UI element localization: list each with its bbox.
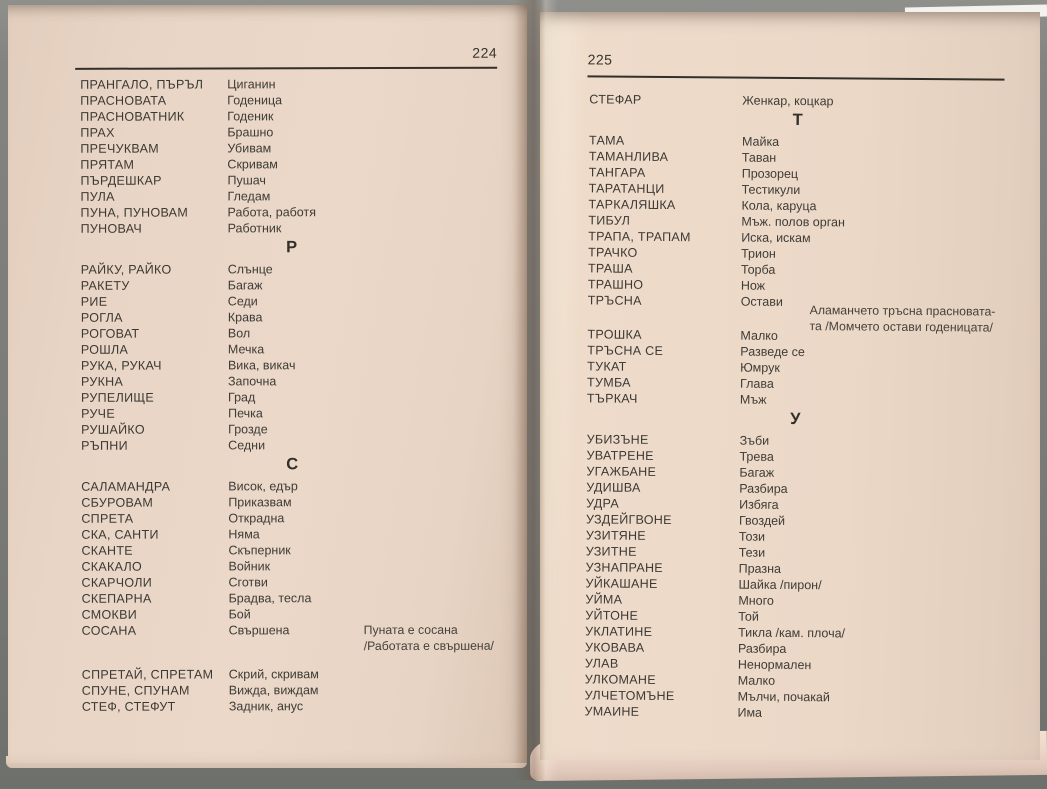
dictionary-entry xyxy=(10,590,529,607)
entry-definition: Майка xyxy=(741,134,780,149)
entry-definition: Тези xyxy=(738,545,766,560)
entry-term: ПУНОВАЧ xyxy=(80,221,142,236)
section-letter: Т xyxy=(792,110,803,130)
dictionary-entry xyxy=(537,390,1037,410)
entry-definition: Няма xyxy=(228,527,260,542)
dictionary-entry xyxy=(9,309,528,326)
entry-definition: Разбира xyxy=(739,481,788,496)
entry-term: УВАТРЕНЕ xyxy=(586,448,654,463)
entry-term: РУКНА xyxy=(80,374,124,389)
page-number-left: 224 xyxy=(472,44,498,61)
entry-definition: Войник xyxy=(228,559,271,574)
entry-term: ТЪРКАЧ xyxy=(586,391,638,406)
entry-term: УДИШВА xyxy=(586,480,641,495)
entry-definition: Слънце xyxy=(227,262,273,277)
dictionary-entry xyxy=(8,156,527,173)
entry-definition: Брадва, тесла xyxy=(228,591,312,606)
entry-term: РИЕ xyxy=(80,294,108,309)
entry-term: УЙТОНЕ xyxy=(585,608,639,623)
entry-definition: Торба xyxy=(740,262,776,277)
entry-term: УЗДЕЙГВОНЕ xyxy=(585,512,672,528)
dictionary-entry xyxy=(9,357,528,374)
entry-term: СТЕФАР xyxy=(589,92,642,107)
entry-term: РЪПНИ xyxy=(81,438,128,453)
entry-definition: Багаж xyxy=(227,278,263,293)
section-letter: У xyxy=(790,409,801,429)
entry-term: ПРАХ xyxy=(80,125,115,140)
entry-term: ТАМАНЛИВА xyxy=(588,149,669,165)
entry-definition: Годеница xyxy=(227,93,283,108)
right-page xyxy=(540,12,1040,760)
entry-term: ТРАПА, ТРАПАМ xyxy=(588,229,691,245)
entry-definition: Седи xyxy=(227,294,258,309)
entry-definition: Задник, анус xyxy=(228,699,304,714)
entry-term: ПУНА, ПУНОВАМ xyxy=(80,205,189,220)
entry-definition: Гвоздей xyxy=(738,513,786,528)
entry-definition: Открадна xyxy=(228,511,285,526)
entry-definition: Глава xyxy=(740,376,774,391)
entry-definition: Висок, едър xyxy=(228,479,298,494)
dictionary-entry xyxy=(9,574,528,591)
entry-definition: Тикла /кам. плоча/ xyxy=(738,625,846,641)
entry-definition: Има xyxy=(737,705,763,720)
entry-term: ПРЕЧУКВАМ xyxy=(80,141,159,156)
entry-usage-note-line: /Работата е свършена/ xyxy=(363,638,494,654)
entry-definition: Пушач xyxy=(227,173,266,188)
entries-area xyxy=(8,76,529,715)
dictionary-entry xyxy=(9,220,528,237)
entry-term: ТАНГАРА xyxy=(588,165,646,180)
entry-group xyxy=(539,91,1039,111)
entry-group xyxy=(8,76,527,237)
entry-term: ПРАНГАЛО, ПЪРЪЛ xyxy=(80,77,204,92)
header-rule-right xyxy=(587,75,1004,80)
dictionary-entry xyxy=(8,124,527,141)
entry-definition: Шайка /пирон/ xyxy=(738,577,822,593)
section-letter: С xyxy=(286,455,299,474)
entry-term: УЛАВ xyxy=(584,656,619,671)
entry-definition: Крава xyxy=(227,310,263,325)
entry-definition: Циганин xyxy=(227,77,276,92)
dictionary-entry xyxy=(10,622,529,654)
dictionary-entry xyxy=(9,542,528,559)
entry-term: СПУНЕ, СПУНАМ xyxy=(81,683,190,698)
entry-term: ТРОШКА xyxy=(587,327,642,342)
entry-definition: Започна xyxy=(227,374,277,389)
entry-definition: Вика, викач xyxy=(227,358,296,373)
dictionary-entry xyxy=(9,341,528,358)
entry-definition: Брашно xyxy=(227,125,274,140)
entry-term: ПРЯТАМ xyxy=(80,157,135,172)
dictionary-entry xyxy=(8,108,527,125)
entry-usage-note xyxy=(364,622,494,654)
entry-definition: Ненормален xyxy=(737,657,812,673)
dictionary-entry xyxy=(9,325,528,342)
entry-definition: Трион xyxy=(741,246,776,261)
entry-group xyxy=(537,326,1038,410)
entry-definition: Мълчи, почакай xyxy=(737,689,830,705)
entry-term: ТИБУЛ xyxy=(588,213,631,228)
left-page xyxy=(8,5,527,763)
entry-definition: Мъж. полов орган xyxy=(741,214,845,230)
entry-definition: Таван xyxy=(741,150,777,165)
entry-definition: Малко xyxy=(740,328,778,343)
binding-gutter-shadow xyxy=(514,0,558,780)
entry-term: РОГЛА xyxy=(80,310,123,325)
entry-term: СКАРЧОЛИ xyxy=(81,575,153,590)
entry-term: СПРЕТА xyxy=(81,511,134,526)
entry-term: СОСАНА xyxy=(81,623,137,638)
entry-term: УГАЖБАНЕ xyxy=(586,464,657,479)
entry-definition: Седни xyxy=(228,438,266,453)
entry-term: СПРЕТАЙ, СПРЕТАМ xyxy=(81,667,214,682)
entry-definition: Гледам xyxy=(227,189,271,204)
entry-definition: Сготви xyxy=(228,575,268,590)
entry-definition: Трева xyxy=(739,449,774,464)
entry-definition: Прозорец xyxy=(741,166,799,182)
entry-term: СБУРОВАМ xyxy=(81,495,154,510)
entry-usage-note-line: Пуната е сосана xyxy=(363,622,458,638)
dictionary-entry xyxy=(534,703,1034,723)
dictionary-entry xyxy=(8,172,527,189)
entry-term: ТАМА xyxy=(588,133,625,148)
dictionary-entry xyxy=(9,277,528,294)
entry-definition: Скъперник xyxy=(228,543,291,558)
entry-term: ТАРКАЛЯШКА xyxy=(588,197,676,213)
entry-definition: Женкар, коцкар xyxy=(742,93,834,109)
dictionary-entry xyxy=(10,698,529,715)
entry-term: УЗНАПРАНЕ xyxy=(585,560,664,575)
entry-term: УЙМА xyxy=(585,592,623,607)
entry-definition: Иска, искам xyxy=(741,230,811,246)
dictionary-entry xyxy=(9,494,528,511)
dictionary-entry xyxy=(9,478,528,495)
entry-definition: Работник xyxy=(227,221,282,236)
dictionary-entry xyxy=(10,666,529,683)
entry-term: РУШАЙКО xyxy=(81,422,145,437)
entry-term: СКА, САНТИ xyxy=(81,527,159,542)
entry-term: ТРЪСНА xyxy=(587,293,642,308)
entry-term: СКАНТЕ xyxy=(81,543,133,558)
entry-term: ТРАШНО xyxy=(587,277,644,292)
page-number-right: 225 xyxy=(587,51,613,68)
entry-usage-note-line: та /Момчето остави годеницата/ xyxy=(809,319,993,335)
entry-term: ПРАСНОВАТА xyxy=(80,93,167,108)
entry-definition: Празна xyxy=(738,561,782,576)
entry-term: СТЕФ, СТЕФУТ xyxy=(81,699,176,714)
entry-definition: Годеник xyxy=(227,109,274,124)
entry-term: ТРАША xyxy=(587,261,633,276)
dictionary-entry xyxy=(9,421,528,438)
dictionary-entry xyxy=(9,405,528,422)
entry-definition: Бой xyxy=(228,607,251,622)
section-letter: Р xyxy=(286,238,298,257)
entry-definition: Убивам xyxy=(227,141,272,156)
entry-term: УБИЗЪНЕ xyxy=(586,432,649,447)
entry-definition: Мечка xyxy=(227,342,265,357)
dictionary-entry xyxy=(8,140,527,157)
entry-definition: Кола, каруца xyxy=(741,198,817,214)
entry-definition: Скривам xyxy=(227,157,278,172)
entry-definition: Приказвам xyxy=(228,495,292,510)
entry-definition: Той xyxy=(738,609,759,624)
dictionary-entry xyxy=(9,389,528,406)
entry-term: СКЕПАРНА xyxy=(81,591,152,606)
dictionary-entry xyxy=(9,204,528,221)
entry-definition: Тестикули xyxy=(741,182,801,198)
entry-term: УМАИНЕ xyxy=(584,704,640,719)
entry-definition: Печка xyxy=(228,406,263,421)
entry-term: РУЧЕ xyxy=(81,406,115,421)
entry-term: УКЛАТИНЕ xyxy=(585,624,653,639)
entry-group xyxy=(10,666,529,715)
entry-definition: Малко xyxy=(737,673,776,688)
dictionary-entry xyxy=(9,261,528,278)
entry-definition: Зъби xyxy=(739,433,770,448)
entry-term: РОГОВАТ xyxy=(80,326,140,341)
dictionary-entry xyxy=(9,437,528,454)
entry-usage-note-line: Аламанчето тръсна прасновата- xyxy=(809,303,996,319)
entry-term: РАКЕТУ xyxy=(80,278,130,293)
entry-term: ТУМБА xyxy=(587,375,631,390)
dictionary-entry xyxy=(9,558,528,575)
entry-term: ТРЪСНА СЕ xyxy=(587,343,664,358)
dictionary-entry xyxy=(10,682,529,699)
dictionary-entry xyxy=(9,373,528,390)
entry-term: СМОКВИ xyxy=(81,607,138,622)
dictionary-entry xyxy=(10,606,529,623)
entry-term: УДРА xyxy=(586,496,620,511)
entry-definition: Този xyxy=(738,529,766,544)
entry-term: УЗИТЯНЕ xyxy=(585,528,647,543)
entry-term: УЛКОМАНЕ xyxy=(584,672,656,687)
entry-term: ТУКАТ xyxy=(587,359,627,374)
entry-term: ТАРАТАНЦИ xyxy=(588,181,665,196)
entry-definition: Вол xyxy=(227,326,251,341)
entry-term: УЗИТНЕ xyxy=(585,544,637,559)
dictionary-entry xyxy=(9,526,528,543)
dictionary-entry xyxy=(8,76,527,93)
entry-term: СКАКАЛО xyxy=(81,559,143,574)
entry-term: УКОВАВА xyxy=(584,640,645,655)
entry-definition: Избяга xyxy=(739,497,779,512)
entries-area xyxy=(534,91,1039,723)
entry-definition: Разбира xyxy=(737,641,787,656)
entry-term: РУПЕЛИЩЕ xyxy=(81,390,155,405)
entry-definition: Багаж xyxy=(739,465,775,480)
entry-definition: Скрий, скривам xyxy=(228,667,319,682)
entry-definition: Юмрук xyxy=(740,360,780,375)
dictionary-entry xyxy=(8,188,527,205)
entry-term: РУКА, РУКАЧ xyxy=(80,358,162,373)
entry-term: ПУЛА xyxy=(80,189,115,204)
entry-definition: Град xyxy=(228,390,256,405)
entry-definition: Много xyxy=(738,593,774,608)
dictionary-entry xyxy=(8,92,527,109)
entry-definition: Грозде xyxy=(228,422,268,437)
dictionary-entry xyxy=(539,91,1039,111)
entry-group xyxy=(534,431,1036,723)
entry-group xyxy=(9,261,529,454)
entry-definition: Вижда, виждам xyxy=(228,683,319,698)
entry-term: ТРАЧКО xyxy=(588,245,638,260)
entry-term: РОШЛА xyxy=(80,342,129,357)
entry-term: ПЪРДЕШКАР xyxy=(80,173,162,188)
dictionary-entry xyxy=(9,293,528,310)
entry-definition: Нож xyxy=(740,278,766,293)
entry-term: УЙКАШАНЕ xyxy=(585,576,658,591)
entry-definition: Разведе се xyxy=(740,344,805,360)
entry-term: САЛАМАНДРА xyxy=(81,479,171,494)
dictionary-entry xyxy=(9,510,528,527)
entry-definition: Остави xyxy=(740,294,783,309)
header-rule-left xyxy=(75,67,497,70)
entry-group xyxy=(9,478,528,654)
entry-term: РАЙКУ, РАЙКО xyxy=(80,262,172,277)
entry-definition: Свършена xyxy=(228,623,290,638)
entry-term: ПРАСНОВАТНИК xyxy=(80,109,185,124)
entry-term: УЛЧЕТОМЪНЕ xyxy=(584,688,675,704)
entry-definition: Работа, работя xyxy=(227,205,316,220)
entry-definition: Мъж xyxy=(739,392,767,407)
